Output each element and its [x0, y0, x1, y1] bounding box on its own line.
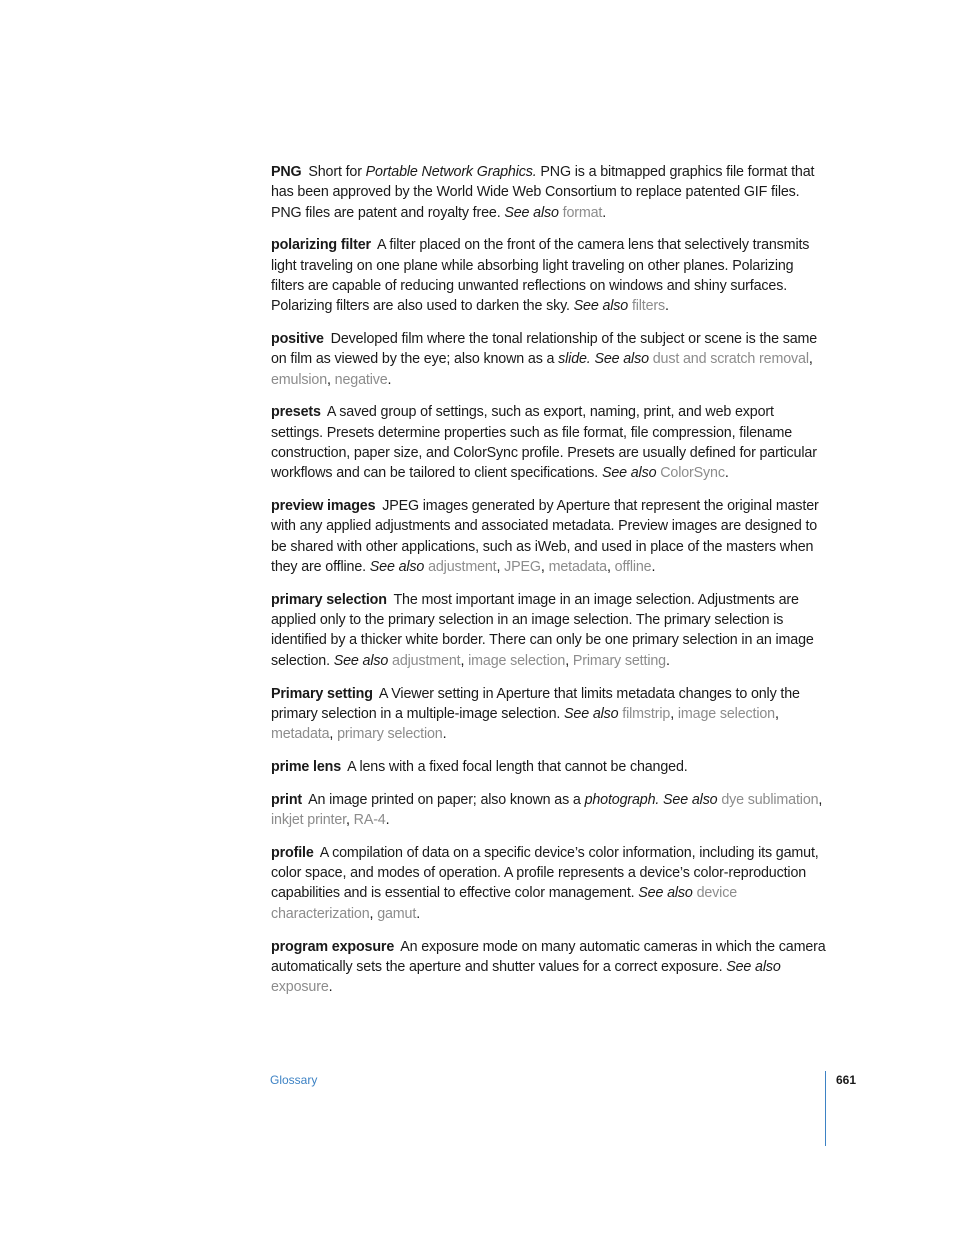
definition-text: , — [818, 791, 823, 808]
italic-text: See also — [504, 204, 559, 221]
glossary-term: profile — [271, 844, 314, 861]
italic-text: See also — [726, 958, 781, 975]
glossary-term: PNG — [271, 164, 302, 180]
definition-text: . — [602, 204, 607, 221]
definition-text: , — [606, 559, 615, 576]
definition-text: . — [724, 465, 729, 482]
cross-reference-link[interactable]: dye sublimation — [721, 791, 819, 808]
glossary-entry — [271, 684, 827, 745]
definition-text: An image printed on paper; also known as a — [308, 791, 585, 808]
definition-text: JPEG images generated by Aperture that represent the original master with any applied adjustments and associated metadata. Preview images are designed to be shared with other applications, such as iWeb, and used in place of the masters when they are offline. — [271, 498, 819, 576]
italic-text: slide. See also — [558, 351, 649, 368]
definition-text: , — [369, 905, 378, 922]
cross-reference-link[interactable]: format — [562, 204, 603, 221]
cross-reference-link[interactable]: offline — [614, 559, 652, 576]
cross-reference-link[interactable]: filters — [631, 298, 666, 315]
definition-text: , — [774, 705, 779, 722]
italic-text: See also — [601, 465, 657, 482]
italic-text: photograph. See also — [584, 791, 718, 808]
glossary-entry — [271, 329, 827, 390]
definition-text: . — [651, 559, 656, 576]
definition-text: . — [328, 979, 333, 996]
definition-text: . — [665, 298, 669, 315]
cross-reference-link[interactable]: gamut — [377, 905, 417, 922]
italic-text: See also — [333, 652, 389, 669]
definition-text: , — [327, 371, 335, 388]
cross-reference-link[interactable]: metadata — [271, 726, 330, 743]
definition-text: A Viewer setting in Aperture that limits metadata changes to only the primary selection in a multiple-image selection. — [271, 685, 800, 722]
definition-text: An exposure mode on many automatic cameras in which the camera automatically sets the aperture and shutter values for a correct exposure. — [271, 938, 826, 975]
page-number: 661 — [836, 1073, 857, 1087]
footer-section-title: Glossary — [270, 1073, 318, 1087]
glossary-term: preview images — [271, 498, 376, 515]
glossary-entry — [271, 235, 827, 316]
cross-reference-link[interactable]: Primary setting — [572, 652, 666, 669]
footer-divider — [825, 1071, 826, 1146]
definition-text: , — [345, 812, 354, 829]
glossary-entries — [271, 162, 827, 1010]
glossary-entry — [271, 937, 827, 998]
definition-text: . — [385, 812, 390, 829]
cross-reference-link[interactable]: primary selection — [337, 726, 443, 743]
definition-text: , — [496, 559, 505, 576]
cross-reference-link[interactable]: metadata — [548, 559, 607, 576]
glossary-entry — [271, 843, 827, 924]
definition-text: A filter placed on the front of the camera lens that selectively transmits light traveling on one plane while absorbing light traveling on other planes. Polarizing filters are capable of reducing unwanted reflections on windows and shiny surfaces. Polarizing filters are also used to darken the sky. — [271, 237, 810, 315]
definition-text: , — [329, 726, 338, 743]
cross-reference-link[interactable]: filmstrip — [622, 705, 671, 722]
italic-text: See also — [564, 705, 619, 722]
cross-reference-link[interactable]: RA-4 — [353, 812, 386, 829]
definition-text: A compilation of data on a specific device’s color information, including its gamut, color space, and modes of operation. A profile represents a device’s color-reproduction capabilities and is essential to effective color management. — [271, 844, 819, 902]
glossary-term: prime lens — [271, 758, 342, 775]
definition-text: Developed film where the tonal relationship of the subject or scene is the same on film as viewed by the eye; also known as a — [271, 331, 818, 368]
glossary-term: print — [271, 791, 303, 808]
definition-text: Short for — [308, 164, 366, 180]
definition-text: , — [540, 559, 549, 576]
italic-text: See also — [638, 885, 693, 902]
italic-text: See also — [573, 298, 629, 315]
cross-reference-link[interactable]: exposure — [271, 979, 329, 996]
cross-reference-link[interactable]: JPEG — [504, 559, 541, 576]
cross-reference-link[interactable]: inkjet printer — [271, 812, 346, 829]
glossary-term: program exposure — [271, 938, 395, 955]
definition-text: , — [460, 652, 469, 669]
cross-reference-link[interactable]: image selection — [677, 705, 775, 722]
glossary-term: Primary setting — [271, 685, 373, 702]
glossary-entry — [271, 402, 827, 483]
glossary-term: positive — [271, 331, 324, 348]
italic-text: Portable Network Graphics. — [365, 164, 537, 180]
glossary-term: presets — [271, 404, 321, 421]
definition-text: The most important image in an image selection. Adjustments are applied only to the primary selection in an image selection. The primary selection is identified by a thicker white border. There can only be one primary selection in an image selection. — [271, 591, 814, 669]
definition-text: A saved group of settings, such as export, naming, print, and web export settings. Presets determine properties such as file format, file compression, filename construction, paper size, and ColorSync profile. Presets are usually defined for particular workflows and can be tailored to client specifications. — [271, 404, 817, 482]
definition-text: , — [670, 705, 678, 722]
definition-text: . — [416, 905, 421, 922]
glossary-term: primary selection — [271, 591, 387, 608]
cross-reference-link[interactable]: image selection — [468, 652, 566, 669]
cross-reference-link[interactable]: ColorSync — [660, 465, 725, 482]
definition-text: A lens with a fixed focal length that cannot be changed. — [347, 758, 688, 775]
definition-text: , — [808, 351, 813, 368]
definition-text: , — [565, 652, 573, 669]
glossary-entry — [271, 790, 827, 831]
definition-text: PNG is a bitmapped graphics file format that has been approved by the World Wide Web Consortium to replace patented GIF files. PNG files are patent and royalty free. — [271, 164, 815, 221]
italic-text: See also — [369, 559, 425, 576]
cross-reference-link[interactable]: emulsion — [271, 371, 328, 388]
glossary-entry — [271, 496, 827, 577]
cross-reference-link[interactable]: adjustment — [428, 559, 497, 576]
glossary-entry — [271, 590, 827, 671]
definition-text: . — [442, 726, 447, 743]
glossary-term: polarizing filter — [271, 237, 371, 254]
cross-reference-link[interactable]: dust and scratch removal — [652, 351, 809, 368]
definition-text: . — [665, 652, 670, 669]
glossary-entry — [271, 757, 827, 777]
cross-reference-link[interactable]: adjustment — [392, 652, 461, 669]
definition-text: . — [387, 371, 392, 388]
glossary-entry — [271, 162, 827, 223]
cross-reference-link[interactable]: device characterization — [271, 885, 738, 922]
cross-reference-link[interactable]: negative — [334, 371, 388, 388]
